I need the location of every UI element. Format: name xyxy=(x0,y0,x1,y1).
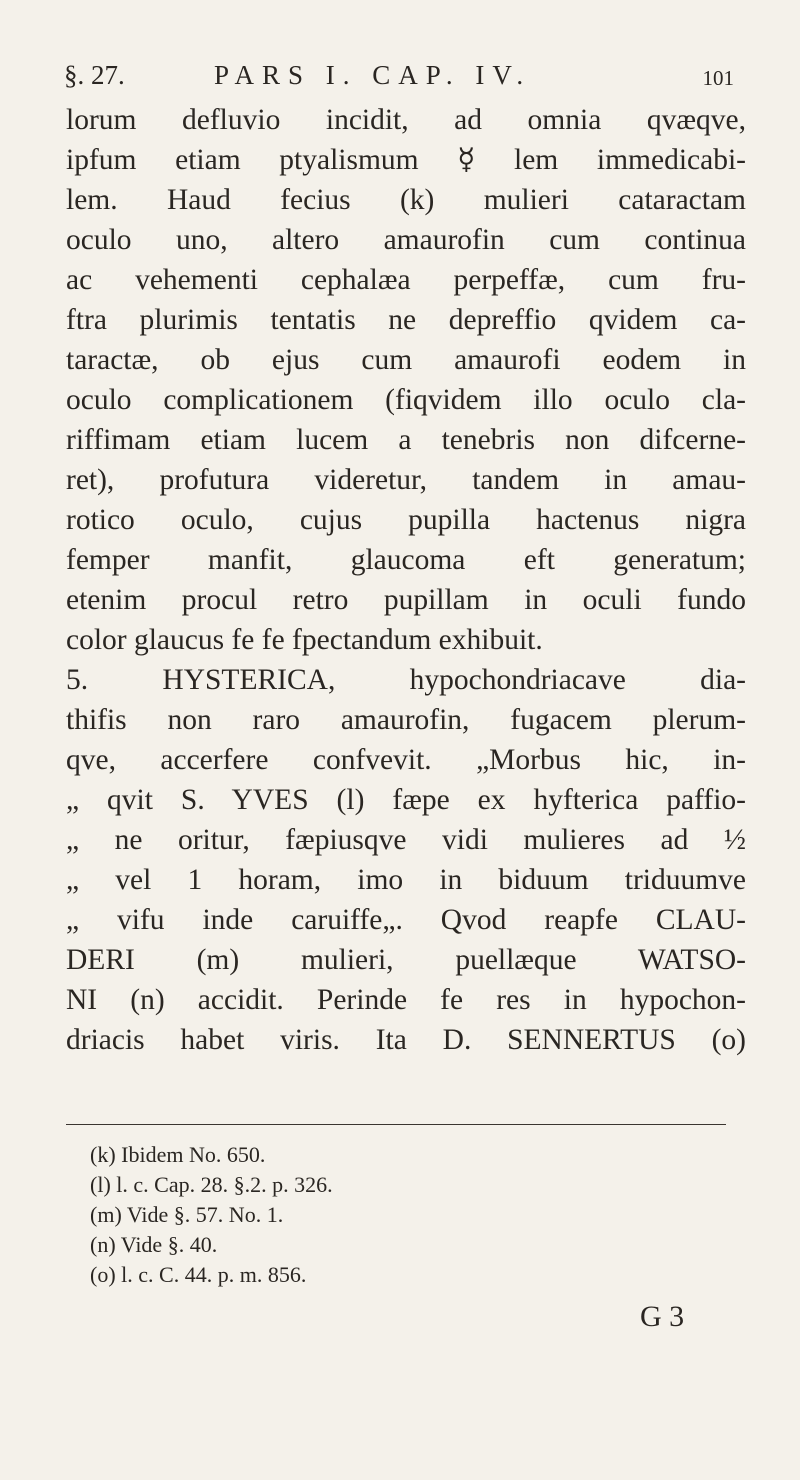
text-line: ipfum etiam ptyalismum ☿ lem immedicabi- xyxy=(66,144,746,176)
text-line: „ vel 1 horam, imo in biduum triduumve xyxy=(66,864,746,896)
footnote-l: (l) l. c. Cap. 28. §.2. p. 326. xyxy=(90,1172,333,1197)
running-head xyxy=(64,60,734,100)
footnote-o: (o) l. c. C. 44. p. m. 856. xyxy=(90,1262,307,1287)
part-chapter-title: PARS I. CAP. IV. xyxy=(214,60,532,90)
text-line: DERI (m) mulieri, puellæque WATSO- xyxy=(66,944,746,976)
text-line: femper manfit, glaucoma eft generatum; xyxy=(66,544,746,576)
text-line: NI (n) accidit. Perinde fe res in hypochon- xyxy=(66,984,746,1016)
page-number: 101 xyxy=(702,66,734,90)
section-number: §. 27. xyxy=(64,60,125,90)
footnotes xyxy=(90,1140,690,1290)
text-line: lem. Haud fecius (k) mulieri cataractam xyxy=(66,184,746,216)
footnote-n: (n) Vide §. 40. xyxy=(90,1232,218,1257)
text-line: „ qvit S. YVES (l) fæpe ex hyfterica paffio- xyxy=(66,784,746,816)
body-text xyxy=(66,100,746,1060)
text-line: etenim procul retro pupillam in oculi fundo xyxy=(66,584,746,616)
text-line: ret), profutura videretur, tandem in amau- xyxy=(66,464,746,496)
text-line: driacis habet viris. Ita D. SENNERTUS (o) xyxy=(66,1024,746,1056)
text-line: lorum defluvio incidit, ad omnia qvæqve, xyxy=(66,104,746,136)
text-line: 5. HYSTERICA, hypochondriacave dia- xyxy=(66,664,746,696)
text-line: „ vifu inde caruiffe„. Qvod reapfe CLAU- xyxy=(66,904,746,936)
text-line: taractæ, ob ejus cum amaurofi eodem in xyxy=(66,344,746,376)
text-line: rotico oculo, cujus pupilla hactenus nigra xyxy=(66,504,746,536)
text-line: „ ne oritur, fæpiusqve vidi mulieres ad ½ xyxy=(66,824,746,856)
text-line: oculo uno, altero amaurofin cum continua xyxy=(66,224,746,256)
text-line: color glaucus fe fe fpectandum exhibuit. xyxy=(66,624,543,656)
text-line: riffimam etiam lucem a tenebris non difcerne- xyxy=(66,424,746,456)
signature-mark: G 3 xyxy=(640,1300,685,1333)
footnote-k: (k) Ibidem No. 650. xyxy=(90,1142,266,1167)
text-line: ftra plurimis tentatis ne depreffio qvidem ca- xyxy=(66,304,746,336)
text-line: ac vehementi cephalæa perpeffæ, cum fru- xyxy=(66,264,746,296)
text-line: thifis non raro amaurofin, fugacem plerum- xyxy=(66,704,746,736)
text-line: oculo complicationem (fiqvidem illo oculo cla- xyxy=(66,384,746,416)
footnote-m: (m) Vide §. 57. No. 1. xyxy=(90,1202,284,1227)
text-line: qve, accerfere confvevit. „Morbus hic, in- xyxy=(66,744,746,776)
footnote-separator-rule xyxy=(66,1124,726,1125)
